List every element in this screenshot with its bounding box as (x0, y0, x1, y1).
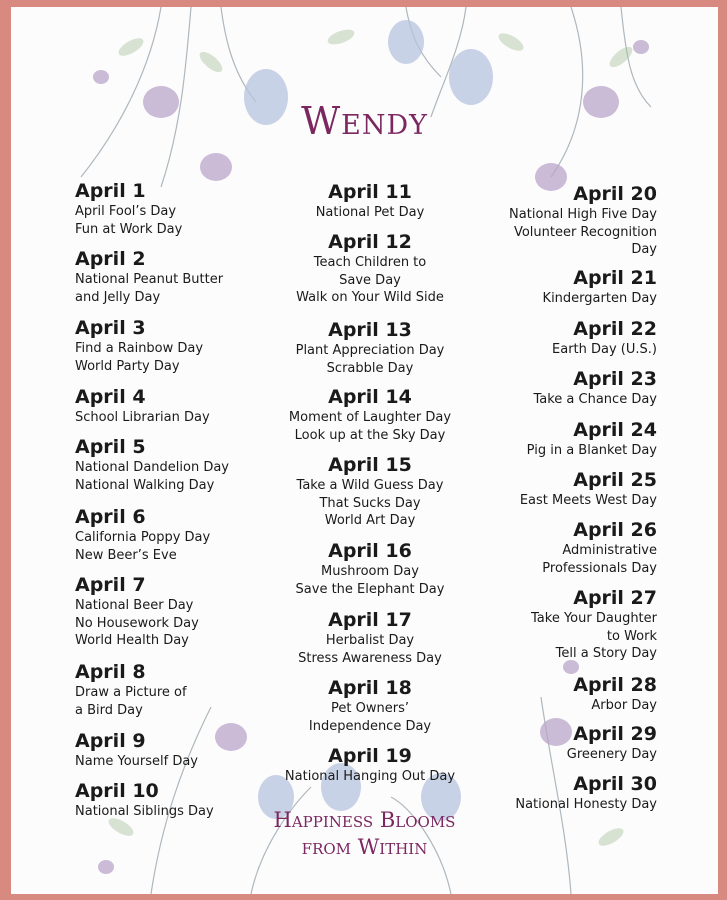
observance-name: Look up at the Sky Day (294, 427, 446, 443)
observance-name: Independence Day (308, 718, 432, 734)
footer-tagline (11, 807, 718, 861)
observance-name: Save Day (339, 272, 401, 288)
day-date: April 13 (328, 319, 412, 341)
day-events (377, 206, 657, 259)
day-date: April 11 (328, 181, 412, 203)
observance-name: Tell a Story Day (555, 646, 657, 661)
observance-name: Find a Rainbow Day (75, 341, 204, 356)
day-date: April 6 (75, 506, 146, 528)
observance-name: Save the Elephant Day (295, 581, 445, 597)
observance-name: Draw a Picture of (75, 685, 187, 700)
day-date: April 24 (573, 419, 657, 441)
observance-name: New Beer’s Eve (75, 547, 177, 563)
observance-name: Take a Wild Guess Day (296, 478, 444, 493)
day-entry (377, 368, 657, 409)
day-date: April 19 (328, 745, 412, 767)
day-events (377, 492, 657, 510)
observance-name: School Librarian Day (75, 410, 210, 425)
observance-name: Name Yourself Day (75, 754, 198, 769)
observance-name: Arbor Day (591, 698, 657, 713)
observance-name: National Dandelion Day (75, 460, 229, 475)
observance-name: Fun at Work Day (75, 221, 183, 237)
observance-name: Pig in a Blanket Day (526, 443, 657, 458)
day-date: April 17 (328, 609, 412, 631)
day-date: April 12 (328, 231, 412, 253)
observance-name: Day (631, 242, 657, 257)
day-date: April 21 (573, 267, 657, 289)
day-date: April 26 (573, 519, 657, 541)
observance-name: National Beer Day (75, 598, 194, 613)
observance-name: Plant Appreciation Day (295, 343, 445, 358)
observance-name: Walk on Your Wild Side (296, 290, 444, 305)
footer-line-1: Happiness Blooms (273, 808, 456, 832)
day-entry (377, 587, 657, 663)
day-date: April 3 (75, 317, 146, 339)
day-date: April 2 (75, 248, 146, 270)
observance-name: Pet Owners’ (331, 701, 409, 716)
day-entry (377, 267, 657, 308)
page-title: Wendy (301, 99, 428, 143)
observance-name: Take Your Daughter (531, 611, 657, 626)
observance-name: Mushroom Day (321, 564, 419, 579)
observance-name: National Hanging Out Day (284, 769, 456, 784)
observance-name: California Poppy Day (75, 530, 211, 545)
day-entry (377, 469, 657, 510)
observance-name: World Health Day (75, 633, 189, 648)
day-events (377, 610, 657, 663)
day-date: April 28 (573, 674, 657, 696)
day-entry (377, 674, 657, 715)
observance-name: National Walking Day (75, 477, 215, 493)
observance-name: World Art Day (324, 513, 416, 528)
day-events (377, 542, 657, 577)
calendar-card (11, 7, 718, 894)
day-date: April 22 (573, 318, 657, 340)
observance-name: Professionals Day (542, 560, 657, 576)
observance-name: Administrative (562, 543, 657, 558)
day-date: April 15 (328, 454, 412, 476)
observance-name: National Peanut Butter (75, 272, 224, 287)
observance-name: National High Five Day (509, 207, 657, 222)
day-events (377, 746, 657, 764)
day-events (377, 341, 657, 359)
observance-name: Greenery Day (566, 747, 657, 762)
observance-name: That Sucks Day (319, 495, 421, 511)
day-date: April 5 (75, 436, 146, 458)
day-events (377, 442, 657, 460)
day-date: April 4 (75, 386, 146, 408)
observance-name: Teach Children to (313, 255, 427, 270)
day-date: April 14 (328, 386, 412, 408)
day-date: April 20 (573, 183, 657, 205)
day-date: April 30 (573, 773, 657, 795)
day-date: April 27 (573, 587, 657, 609)
observance-name: Scrabble Day (326, 360, 414, 376)
day-date: April 10 (75, 780, 159, 802)
day-date: April 18 (328, 677, 412, 699)
observance-name: Moment of Laughter Day (288, 410, 452, 425)
observance-name: and Jelly Day (75, 289, 161, 305)
day-events (377, 290, 657, 308)
observance-name: Herbalist Day (325, 633, 415, 648)
observance-name: April Fool’s Day (75, 204, 177, 219)
observance-name: Volunteer Recognition (513, 224, 657, 240)
observance-name: East Meets West Day (519, 493, 657, 508)
day-date: April 29 (573, 723, 657, 745)
day-date: April 1 (75, 180, 146, 202)
observance-name: a Bird Day (75, 702, 143, 718)
observance-name: to Work (606, 628, 657, 644)
day-date: April 16 (328, 540, 412, 562)
day-date: April 8 (75, 661, 146, 683)
day-entry (377, 519, 657, 577)
day-entry (377, 419, 657, 460)
observance-name: Take a Chance Day (533, 392, 657, 407)
observance-name: National Pet Day (315, 205, 425, 220)
observance-name: National Honesty Day (515, 797, 657, 812)
observance-name: Earth Day (U.S.) (552, 342, 657, 357)
day-date: April 7 (75, 574, 146, 596)
observance-name: No Housework Day (75, 615, 199, 631)
footer-line-2: from Within (301, 835, 428, 859)
day-date: April 23 (573, 368, 657, 390)
day-events (377, 391, 657, 409)
day-entry (377, 183, 657, 259)
day-entry (377, 723, 657, 764)
day-date: April 9 (75, 730, 146, 752)
observance-name: World Party Day (75, 358, 180, 374)
day-entry (377, 318, 657, 359)
observance-name: National Siblings Day (75, 804, 214, 819)
observance-name: Kindergarten Day (542, 291, 657, 306)
day-date: April 25 (573, 469, 657, 491)
day-events (377, 697, 657, 715)
observance-name: Stress Awareness Day (298, 650, 442, 666)
